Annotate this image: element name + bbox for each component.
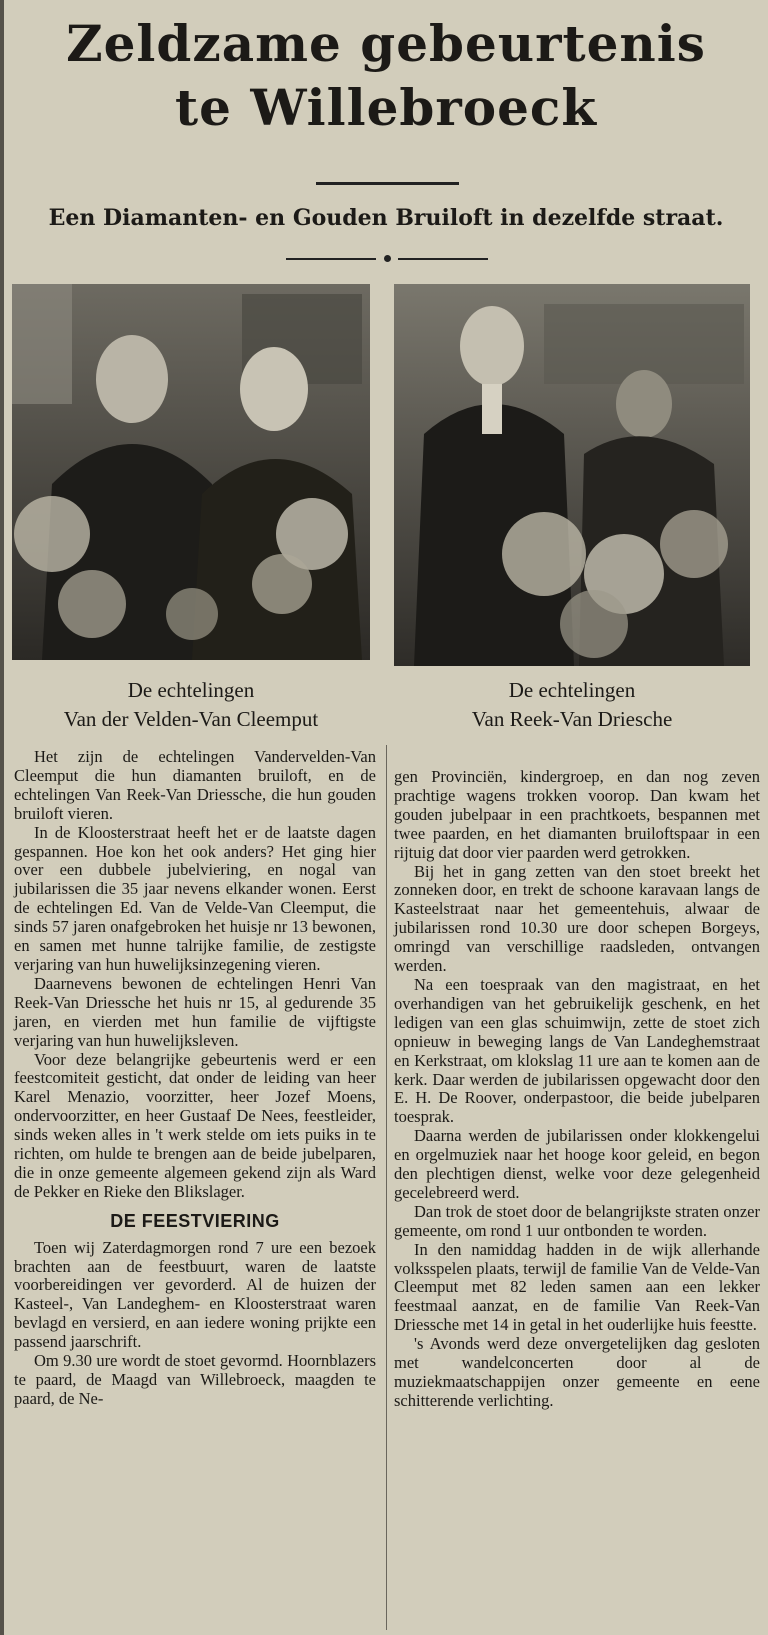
- subheadline: Een Diamanten- en Gouden Bruiloft in dezelfde straat.: [48, 205, 724, 231]
- paragraph: gen Provinciën, kindergroep, en dan nog zeven prachtige wagens trokken voorop. Dan kwam het gouden jubelpaar in een prachtkoets, bespannen met twee paarden, en het diamanten bruiloftspaar in een rijtuig dat door vier paarden werd getrokken.: [394, 767, 760, 862]
- photo-caption-left-line2: Van der Velden-Van Cleemput: [63, 707, 319, 731]
- photo-couple-right-image: [394, 284, 750, 666]
- paragraph: Toen wij Zaterdagmorgen rond 7 ure een bezoek brachten aan de feestbuurt, waren de laatste voorbereidingen ver gevorderd. Al de huizen der Kasteel-, Van Landeghem- en Kloosterstraat waren bevlagd en versierd, en aan iedere woning prijkte een passend jaarschrift.: [14, 1237, 376, 1352]
- headline-line-1: Zeldzame gebeurtenis: [66, 14, 706, 73]
- paragraph: Om 9.30 ure wordt de stoet gevormd. Hoornblazers te paard, de Maagd van Willebroeck, maagden te paard, de Ne-: [14, 1351, 376, 1408]
- column-divider: [386, 745, 387, 1630]
- article-column-left: [14, 748, 376, 1409]
- ornament-rule-left: [286, 258, 376, 260]
- paragraph: Bij het in gang zetten van den stoet breekt het zonneken door, en trekt de schoone karavaan langs de Kasteelstraat naar het gemeentehuis, alwaar de jubilarissen rond 10.30 ure door schepen Borgeys, omringd van verschillige raadsleden, ontvangen werden.: [394, 861, 760, 976]
- ornament-rule-right: [398, 258, 488, 260]
- paragraph: Het zijn de echtelingen Vandervelden-Van Cleemput die hun diamanten bruiloft, en de echtelingen Van Reek-Van Driessche, die hun gouden bruiloft vieren.: [14, 747, 376, 823]
- photo-couple-left-image: [12, 284, 370, 660]
- photo-couple-right: [394, 284, 750, 666]
- photo-caption-left: [12, 676, 370, 734]
- headline-rule: [316, 182, 459, 185]
- photo-caption-right-line1: De echtelingen: [508, 678, 636, 702]
- ornament-dot: [384, 255, 391, 262]
- photo-caption-right: [394, 676, 750, 734]
- paragraph: Dan trok de stoet door de belangrijkste straten onzer gemeente, om rond 1 uur ontbonden te worden.: [394, 1201, 760, 1240]
- photo-caption-left-line1: De echtelingen: [127, 678, 255, 702]
- headline: [4, 12, 768, 140]
- paragraph: In den namiddag hadden in de wijk allerhande volksspelen plaats, terwijl de familie Van de Velde-Van Cleemput met 82 leden samen aan een lekker feestmaal aanzat, en de familie Van Reek-Van Driessche met 14 in getal in het ouderlijke huis feestte.: [394, 1239, 760, 1335]
- paragraph: Voor deze belangrijke gebeurtenis werd er een feestcomiteit gesticht, dat onder de leiding van heer Karel Menazio, voorzitter, heer Jozef Moens, ondervoorzitter, en heer Gustaaf De Nees, feestleider, sinds weken alles in 't werk stelde om iets puiks in te richten, om hulde te brengen aan de beide jubelparen, die in onze gemeente algemeen gekend zijn als Ward de Pekker en Rieke den Blikslager.: [14, 1049, 376, 1201]
- paragraph: 's Avonds werd deze onvergetelijken dag gesloten met wandelconcerten door al de muziekmaatschappijen onzer gemeente en eene schitterende verlichting.: [394, 1334, 760, 1410]
- paragraph: In de Kloosterstraat heeft het er de laatste dagen gespannen. Hoe kon het ook anders? Het ging hier over een dubbele jubelviering, en nogal van jubilarissen die 35 jaar nevens elkander wonen. Eerst de echtelingen Ed. Van de Velde-Van Cleemput, die sinds 57 jaren onafgebroken het huisje nr 13 bewonen, en samen met hunne talrijke familie, de zestigste verjaring van hun huwelijksinzegening vieren.: [14, 822, 376, 974]
- paragraph: Daarna werden de jubilarissen onder klokkengelui en orgelmuziek naar het hooge koor geleid, en begon den plechtigen dienst, welke voor deze gelegenheid gecelebreerd werd.: [394, 1126, 760, 1202]
- article-column-right: [394, 768, 760, 1411]
- photo-caption-right-line2: Van Reek-Van Driesche: [471, 707, 673, 731]
- headline-line-2: te Willebroeck: [175, 78, 597, 137]
- paragraph: Daarnevens bewonen de echtelingen Henri Van Reek-Van Driessche het huis nr 15, al gedurende 35 jaren, en vierden met hun familie de vijftigste verjaring van hun huwelijksleven.: [14, 973, 376, 1050]
- section-heading: DE FEESTVIERING: [110, 1210, 280, 1231]
- paragraph: Na een toespraak van den magistraat, en het overhandigen van het gebruikelijk geschenk, en het ledigen van een glas schuimwijn, zette de stoet zich opnieuw in beweging langs de Van Landeghemstraat en Kerkstraat, om klokslag 11 ure aan te komen aan de kerk. Daar werden de jubilarissen opgewacht door den E. H. De Roover, onderpastoor, die beide jubelparen toesprak.: [394, 974, 760, 1127]
- photo-couple-left: [12, 284, 370, 660]
